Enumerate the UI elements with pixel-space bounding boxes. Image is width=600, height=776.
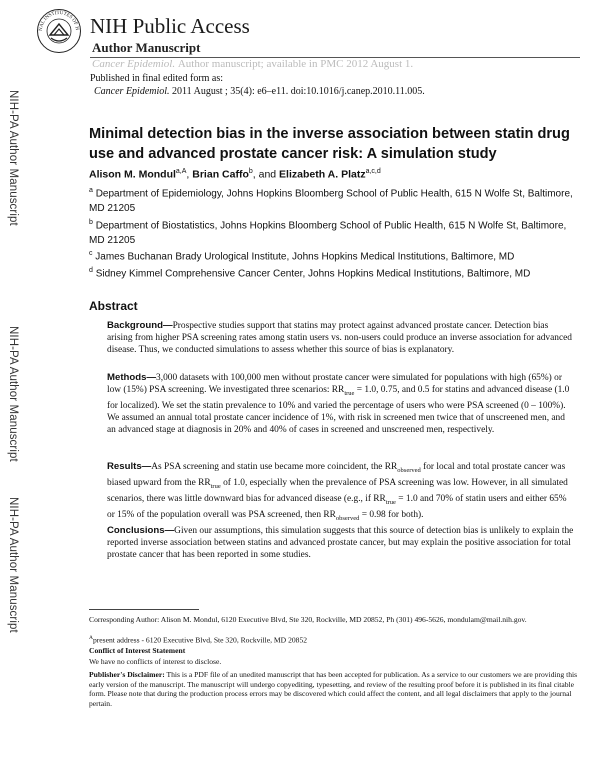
methods-label: Methods— — [107, 372, 157, 383]
abstract-heading: Abstract — [89, 299, 138, 313]
abstract-background — [107, 320, 575, 356]
author-separator: , — [186, 168, 193, 181]
author-name: Brian Caffo — [192, 168, 249, 181]
side-label-2: NIH-PA Author Manuscript — [7, 326, 19, 462]
author-manuscript-label: Author Manuscript — [92, 40, 201, 55]
author-list — [89, 168, 579, 181]
affiliation: $^c$ James Buchanan Brady Urological Institute, Johns Hopkins Medical Institutions, Baltimore, MD — [89, 250, 515, 263]
article-title: Minimal detection bias in the inverse association between statin drug use and advanced prostate cancer risk: A simulation study — [89, 126, 570, 162]
seal-text: NAL INSTITUTES OF H — [38, 10, 80, 32]
author-sup: a,c,d — [365, 168, 381, 175]
availability-journal: Cancer Epidemiol. — [92, 58, 176, 70]
nih-public-access-title: NIH Public Access — [90, 14, 250, 38]
citation-details: 2011 August ; 35(4): e6–e11. doi:10.1016/j.canep.2010.11.005. — [172, 86, 425, 97]
background-text: Prospective studies support that statins may protect against advanced prostate cancer. Detection bias arising from higher PSA screening rates among statin users vs. non-users could produce an inverse association for advanced disease. Thus, we conducted simulations to assess whether this source of bias is explanatory. — [107, 321, 572, 355]
author-name: Alison M. Mondul — [89, 168, 176, 181]
published-label: Published in final edited form as: — [90, 73, 224, 84]
abstract-methods: Methods—3,000 datasets with 100,000 men without prostate cancer were simulated for populations with high (65%) or low (15%) PSA screening. We investigated three scenarios: $RR_{true} = 1.0$, 0.75, and 0.5 for statins and advanced disease (1.0 for localized). We set the statin prevalence to 10% and varied the percentage of users who were PSA screened (0 – 100%). We assumed an annual total prostate cancer incidence of 1%, with risk in screened men twice that of unscreened men, and an advanced stage at diagnosis in 20% and 40% of cases in screened and unscreened men, respectively. — [107, 372, 570, 435]
side-label-1: NIH-PA Author Manuscript — [7, 90, 19, 226]
published-citation — [94, 86, 425, 97]
citation-journal: Cancer Epidemiol. — [94, 86, 170, 97]
affiliation: $^a$ Department of Epidemiology, Johns Hopkins Bloomberg School of Public Health, 615 N Wolfe St, Baltimore, MD 21205 — [89, 187, 573, 214]
conclusions-label: Conclusions— — [107, 525, 175, 536]
background-label: Background— — [107, 320, 173, 331]
author-sup: a,A — [175, 168, 187, 175]
availability-text: Author manuscript; available in PMC 2012 August 1. — [177, 58, 414, 70]
coi-heading: Conflict of Interest Statement — [89, 646, 186, 655]
author-separator: , and — [252, 168, 280, 181]
corresponding-author: Corresponding Author: Alison M. Mondul, 6120 Executive Blvd, Ste 320, Rockville, MD 20852, Ph (301) 496-5626, mondulam@mail.nih.gov. — [89, 615, 527, 624]
side-label-3: NIH-PA Author Manuscript — [7, 497, 19, 633]
footnote-divider — [89, 609, 199, 610]
author-name: Elizabeth A. Platz — [279, 168, 366, 181]
abstract-conclusions — [107, 525, 575, 561]
abstract-results: Results—As PSA screening and statin use became more coincident, the $RR_{observed}$ for local and total prostate cancer was biased upward from the $RR_{true}$ of 1.0, especially when the prevalence of PSA screening was low. However, in all simulated scenarios, there was little downward bias for advanced disease (e.g., if $RR_{true} = 1.0$ and 70% of statin users and either 65% or 15% of the population overall was PSA screened, then $RR_{observed} = 0.98$ for both). — [107, 461, 568, 522]
availability-line — [92, 58, 413, 70]
conclusions-text: Given our assumptions, this simulation suggests that this source of detection bias is unlikely to explain the reported inverse association between statins and advanced prostate cancer, but may explain the positive association for total prostate cancer that has been reported in some studies. — [107, 526, 574, 560]
svg-text:NATIONAL INSTITUTES OF HEALTH — [36, 8, 79, 31]
affiliation: $^d$ Sidney Kimmel Comprehensive Cancer Center, Johns Hopkins Medical Institutions, Baltimore, MD — [89, 267, 531, 280]
affiliation: $^b$ Department of Biostatistics, Johns Hopkins Bloomberg School of Public Health, 615 N Wolfe St, Baltimore, MD 21205 — [89, 219, 567, 246]
nih-seal-logo — [36, 8, 82, 54]
present-address: $^A$present address - 6120 Executive Blvd, Ste 320, Rockville, MD 20852 — [89, 635, 308, 645]
publisher-disclaimer: Publisher's Disclaimer: This is a PDF file of an unedited manuscript that has been accepted for publication. As a service to our customers we are providing this early version of the manuscript. The manuscript will undergo copyediting, typesetting, and review of the resulting proof before it is published in its final citable form. Please note that during the production process errors may be discovered which could affect the content, and all legal disclaimers that apply to the journal pertain. — [89, 670, 578, 708]
author-sup: b — [248, 168, 253, 175]
coi-text: We have no conflicts of interest to disclose. — [89, 657, 222, 666]
results-label: Results— — [107, 461, 152, 472]
